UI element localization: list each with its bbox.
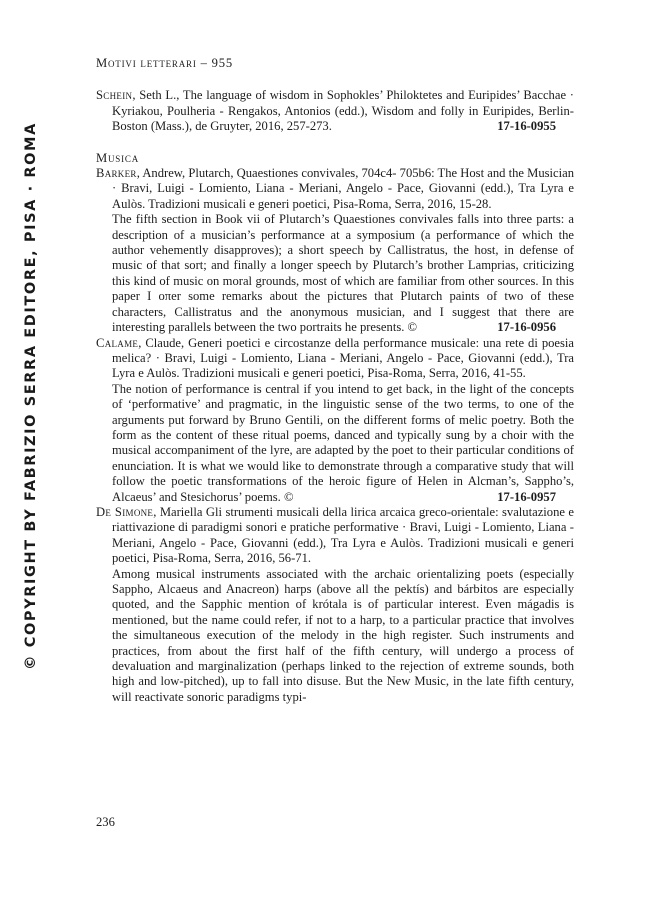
entry-author: Calame (96, 335, 139, 350)
entry-code: 17-16-0957 (497, 489, 556, 504)
entry-reference-text: , Andrew, Plutarch, Quaestiones convivales, 704c4- 705b6: The Host and the Musician · Bravi, Luigi - Lomiento, Liana - Meriani, Angelo - Pace, Giovanni (edd.), Tra Lyra e Aulòs. Tradizioni musicali e generi poetici, Pisa-Roma, Serra, 2016, 15-28. (112, 166, 574, 211)
entry-abstract-text: Among musical instruments associated with the archaic orientalizing poets (especially Sappho, Alcaeus and Anacreon) harps (above all the pektís) and bárbitos are especially quoted, and the Sapphic mention of krótala is of particular interest. Even mágadis is mentioned, but the name could refer, if not to a harp, to a particular practice that involves the simultaneous execution of the melody in the high register. Such instruments and practices, from about the first half of the fifth century, will undergo a process of devaluation and marginalization (perhaps linked to the rejection of extreme sounds, both high and low-pitched), up to fall into disuse. But the New Music, in the late fifth century, will reactivate sonoric paradigms typi- (112, 566, 574, 704)
page-body (96, 56, 574, 705)
bibliography-entry (96, 505, 574, 705)
page-number: 236 (96, 815, 115, 829)
entry-abstract (96, 567, 574, 706)
entry-reference-text: , Claude, Generi poetici e circostanze della performance musicale: una rete di poesia melica? · Bravi, Luigi - Lomiento, Liana - Meriani, Angelo - Pace, Giovanni (edd.), Tra Lyra e Aulòs. Tradizioni musicali e generi poetici, Pisa-Roma, Serra, 2016, 41-55. (112, 335, 574, 381)
entry-code: 17-16-0956 (497, 320, 556, 335)
entry-reference-text: , Mariella Gli strumenti musicali della lirica arcaica greco-orientale: svalutazione e riattivazione di paradigmi sonori e pratiche performative · Bravi, Luigi - Lomiento, Liana - Meriani, Angelo - Pace, Giovanni (edd.), Tra Lyra e Aulòs. Tradizioni musicali e generi poetici, Pisa-Roma, Serra, 2016, 56-71. (112, 504, 574, 566)
bibliography-entry (96, 88, 574, 134)
entry-reference (96, 166, 574, 212)
entry-author: Schein (96, 88, 133, 103)
entry-reference (96, 336, 574, 382)
entry-abstract-text: The notion of performance is central if you intend to get back, in the light of the concepts of ‘performative’ and pragmatic, in the linguistic sense of the two terms, to one of the arguments put forward by Bruno Gentili, on the different forms of melic poetry. Both the form as the content of these ritual poems, danced and typically sung by a choir with the musical accompaniment of the lyre, are adapted by the poet to their particular conditions of enunciation. It is what we would like to demonstrate through a comparative study that will follow the poetic transformations of the heroic figure of Helen in Alcman’s, Sappho’s, Alcaeus’ and Stesichorus’ poems. © (112, 381, 574, 504)
entry-author: De Simone (96, 504, 154, 519)
entry-abstract-text: The fifth section in Book vii of Plutarch’s Quaestiones convivales falls into three parts: a description of a musician’s performance at a symposium (a performance of which the author vehemently disapproves); a short speech by Callistratus, the host, in defense of music of that sort; and finally a longer speech by Plutarch’s brother Lamprias, criticizing this kind of music on moral grounds, most of which are familiar from other sources. In this paper I οπer some remarks about the pictures that Plutarch paints of two of these characters, Callistratus and the anonymous musician, and I suggest that there are interesting parallels between the two portraits he presents. © (112, 212, 574, 335)
running-head: Motivi letterari – 955 (96, 56, 233, 70)
entry-reference-text: , Seth L., The language of wisdom in Sophokles’ Philoktetes and Euripides’ Bacchae · Kyriakou, Poulheria - Rengakos, Antonios (edd.), Wisdom and folly in Euripides, Berlin-Boston (Mass.), de Gruyter, 2016, 257-273. (112, 88, 574, 134)
entry-abstract (96, 382, 574, 505)
entry-abstract (96, 212, 574, 335)
entry-code: 17-16-0955 (497, 119, 556, 134)
entry-reference (96, 88, 574, 134)
entry-author: Barker (96, 166, 137, 181)
copyright-notice: © COPYRIGHT BY FABRIZIO SERRA EDITORE, PISA · ROMA (23, 122, 39, 670)
bibliography-entry (96, 336, 574, 505)
section-heading: Musica (96, 150, 140, 165)
entry-reference (96, 505, 574, 567)
bibliography-entry (96, 166, 574, 335)
